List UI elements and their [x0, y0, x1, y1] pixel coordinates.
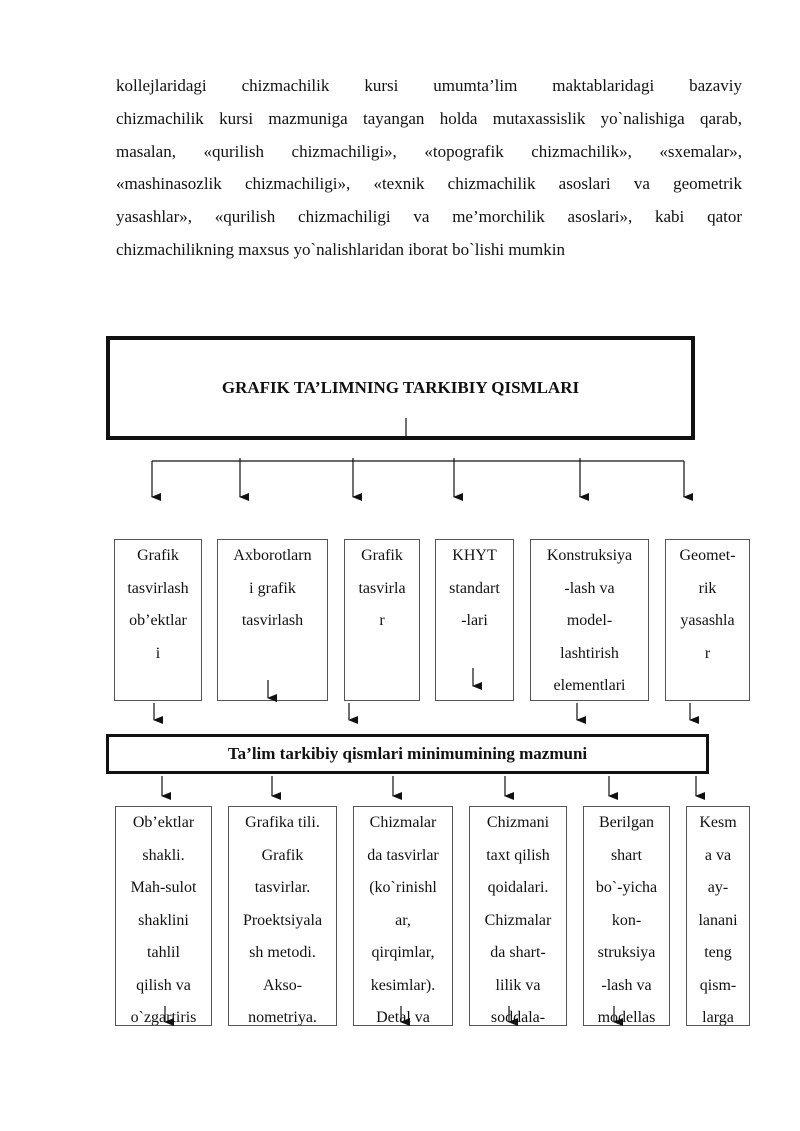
- box-line: Geomet-: [679, 547, 736, 564]
- box-line: qism-: [699, 976, 737, 994]
- box-line: elementlari: [553, 677, 626, 694]
- paragraph-line: kollejlaridagi chizmachilik kursi umumta’lim maktablaridagi bazaviy: [116, 76, 742, 95]
- box-line: qilish va: [136, 976, 191, 994]
- top-box-1: [114, 539, 202, 701]
- box-line: lilik va: [495, 976, 541, 994]
- paragraph-line: chizmachilikning maxsus yo`nalishlaridan iborat bo`lishi mumkin: [116, 239, 566, 259]
- box-line: Grafik: [137, 547, 179, 564]
- box-line: Kesm: [699, 814, 737, 831]
- box-line: da shart-: [490, 944, 546, 961]
- box-line: Mah-sulot: [130, 879, 197, 896]
- bottom-box-1: [115, 806, 212, 1026]
- box-line: i: [155, 644, 161, 662]
- paragraph-line: chizmachilik kursi mazmuniga tayangan holda mutaxassislik yo`nalishiga qarab,: [116, 108, 742, 128]
- box-line: shart: [610, 846, 643, 864]
- box-line: Konstruksiya: [546, 547, 633, 564]
- box-line: qirqimlar,: [371, 944, 435, 961]
- box-line: (ko`rinishl: [369, 879, 437, 896]
- box-line: Grafik: [261, 846, 304, 864]
- box-line: tahlil: [147, 944, 180, 961]
- box-line: sh metodi.: [249, 944, 316, 961]
- top-box-4: [435, 539, 514, 701]
- box-line: Chizmalar: [369, 814, 437, 831]
- box-line: o`zgartiris: [130, 1009, 197, 1026]
- top-box-2: [217, 539, 328, 701]
- top-box-3: [344, 539, 420, 701]
- box-line: modellas: [597, 1009, 656, 1026]
- box-line: tasvirlash: [127, 579, 189, 597]
- box-line: kon-: [611, 911, 642, 929]
- box-line: r: [704, 644, 711, 662]
- top-box-5: [530, 539, 649, 701]
- box-line: standart: [449, 579, 500, 597]
- box-line: KHYT: [452, 547, 497, 564]
- paragraph-line: yasashlar», «qurilish chizmachiligi va me’morchilik asoslari», kabi qator: [116, 207, 742, 227]
- box-line: da tasvirlar: [367, 846, 439, 864]
- box-line: yasashla: [680, 612, 735, 629]
- diagram-title: GRAFIK TA’LIMNING TARKIBIY QISMLARI: [221, 378, 580, 397]
- box-line: -lari: [461, 612, 488, 629]
- box-line: taxt qilish: [486, 846, 550, 864]
- box-line: teng: [704, 944, 732, 961]
- box-line: kesimlar).: [370, 976, 436, 994]
- box-line: nometriya.: [248, 1009, 317, 1026]
- middle-title: Ta’lim tarkibiy qismlari minimumining mazmuni: [227, 744, 588, 763]
- box-line: -lash va: [601, 976, 652, 994]
- box-line: tasvirlar.: [254, 879, 311, 896]
- box-line: Axborotlarn: [233, 547, 312, 564]
- box-line: tasvirla: [358, 579, 406, 597]
- intro-paragraph: [116, 70, 742, 267]
- box-line: Ob’ektlar: [132, 814, 195, 831]
- box-line: Akso-: [262, 976, 303, 994]
- box-line: bo`-yicha: [595, 879, 658, 896]
- box-line: struksiya: [597, 944, 656, 961]
- box-line: shakli.: [142, 846, 185, 864]
- top-box-6: [665, 539, 750, 701]
- box-line: Chizmalar: [484, 911, 552, 929]
- box-line: lashtirish: [560, 644, 619, 662]
- box-line: Berilgan: [598, 814, 655, 831]
- paragraph-line: «mashinasozlik chizmachiligi», «texnik chizmachilik asoslari va geometrik: [116, 174, 742, 194]
- box-line: larga: [702, 1009, 734, 1026]
- box-line: Proektsiyala: [242, 911, 323, 929]
- bottom-box-5: [583, 806, 670, 1026]
- box-line: a va: [704, 846, 732, 864]
- box-line: model-: [566, 612, 613, 629]
- middle-title-box: [106, 734, 709, 774]
- box-line: soddala-: [490, 1009, 546, 1026]
- box-line: Grafik: [361, 547, 403, 564]
- box-line: Grafika tili.: [245, 814, 320, 831]
- bottom-box-6: [686, 806, 750, 1026]
- box-line: -lash va: [564, 579, 615, 597]
- box-line: Detal va: [376, 1009, 430, 1026]
- box-line: shaklini: [138, 911, 189, 929]
- box-line: i grafik: [249, 579, 296, 597]
- bottom-box-2: [228, 806, 337, 1026]
- box-line: ob’ektlar: [129, 612, 187, 629]
- box-line: qoidalari.: [487, 879, 549, 896]
- box-line: Chizmani: [486, 814, 550, 831]
- diagram-title-box: [106, 336, 695, 440]
- box-line: tasvirlash: [241, 612, 304, 629]
- box-line: ar,: [395, 911, 411, 929]
- bottom-box-4: [469, 806, 567, 1026]
- box-line: ay-: [707, 879, 729, 896]
- box-line: r: [379, 612, 385, 629]
- box-line: rik: [698, 579, 717, 597]
- bottom-box-3: [353, 806, 453, 1026]
- paragraph-line: masalan, «qurilish chizmachiligi», «topografik chizmachilik», «sxemalar»,: [116, 141, 742, 161]
- box-line: lanani: [698, 911, 738, 929]
